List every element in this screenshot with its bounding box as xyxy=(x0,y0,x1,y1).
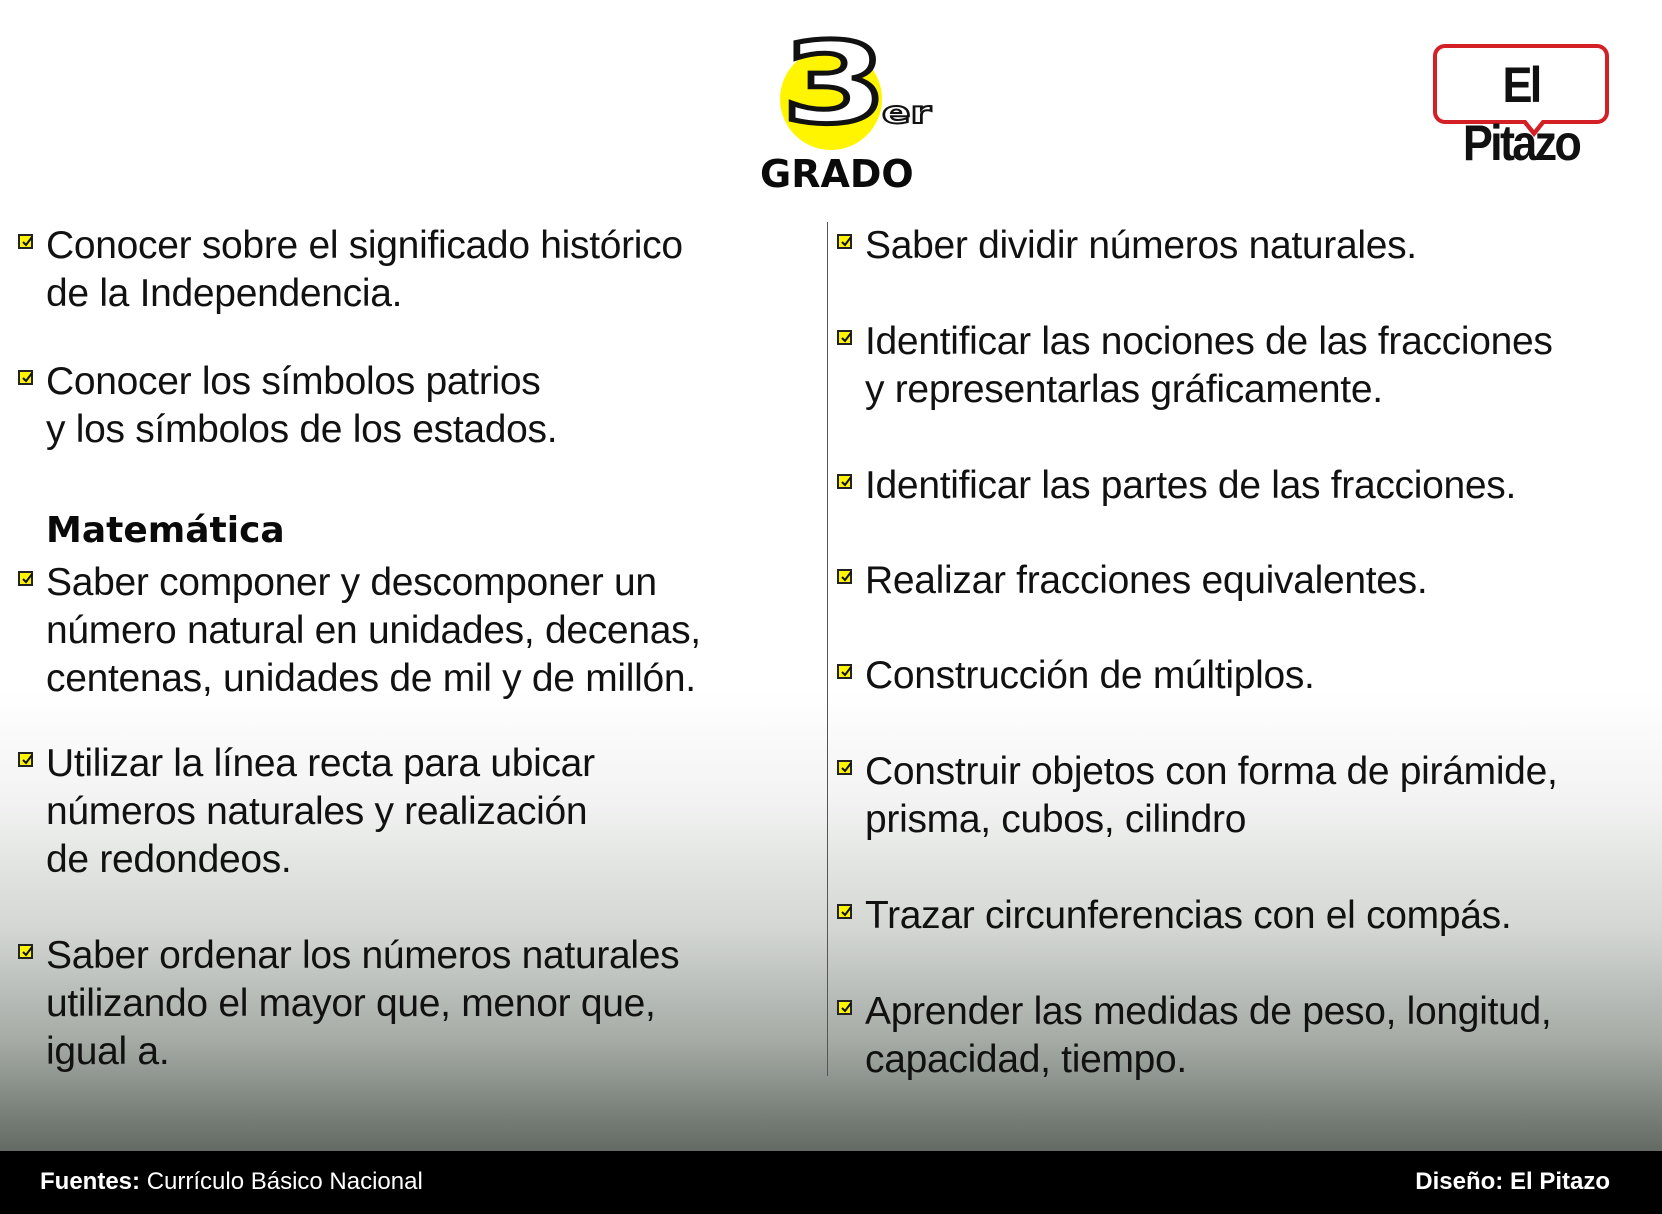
checked-box-icon xyxy=(837,664,852,679)
sources-label: Fuentes: xyxy=(40,1168,141,1195)
list-item-text: Utilizar la línea recta para ubicar números naturales y realización de redondeos. xyxy=(46,742,595,881)
list-item-text: Construcción de múltiplos. xyxy=(865,654,1315,697)
list-item-text: Saber dividir números naturales. xyxy=(865,224,1417,267)
sources-value: Currículo Básico Nacional xyxy=(146,1168,423,1195)
checked-box-icon xyxy=(837,904,852,919)
list-item-text: Realizar fracciones equivalentes. xyxy=(865,559,1428,602)
footer-bar xyxy=(0,1151,1662,1214)
logo-text: El Pitazo xyxy=(1462,57,1580,171)
list-item-text: Saber componer y descomponer un número natural en unidades, decenas, centenas, unidades de mil y de millón. xyxy=(46,561,701,700)
checked-box-icon xyxy=(837,474,852,489)
checked-box-icon xyxy=(837,1000,852,1015)
list-item-text: Trazar circunferencias con el compás. xyxy=(865,894,1512,937)
list-item-text: Conocer los símbolos patrios y los símbolos de los estados. xyxy=(46,360,558,451)
list-item xyxy=(837,988,1551,1084)
checked-box-icon xyxy=(837,330,852,345)
section-heading: Matemática xyxy=(46,510,285,551)
list-item xyxy=(837,462,1516,510)
column-divider xyxy=(827,222,828,1076)
list-item xyxy=(837,748,1558,844)
el-pitazo-logo xyxy=(1433,44,1609,171)
footer-sources xyxy=(40,1168,423,1196)
grade-badge xyxy=(760,19,980,202)
grade-word: GRADO xyxy=(760,152,914,196)
list-item xyxy=(837,222,1417,270)
list-item-text: Identificar las nociones de las fracciones y representarlas gráficamente. xyxy=(865,320,1553,411)
checked-box-icon xyxy=(18,571,33,586)
list-item xyxy=(18,559,701,703)
list-item-text: Aprender las medidas de peso, longitud, capacidad, tiempo. xyxy=(865,990,1552,1081)
design-label: Diseño: xyxy=(1415,1168,1504,1195)
list-item xyxy=(837,652,1315,700)
grade-suffix: er xyxy=(882,96,932,131)
logo-speech-tail-inner xyxy=(1526,120,1542,130)
grade-number: 3 xyxy=(782,19,885,149)
checked-box-icon xyxy=(18,370,33,385)
list-item-text: Saber ordenar los números naturales utilizando el mayor que, menor que, igual a. xyxy=(46,934,680,1073)
list-item-text: Conocer sobre el significado histórico de la Independencia. xyxy=(46,224,683,315)
checked-box-icon xyxy=(837,760,852,775)
footer-design xyxy=(1415,1168,1610,1196)
checked-box-icon xyxy=(18,752,33,767)
list-item-text: Construir objetos con forma de pirámide, prisma, cubos, cilindro xyxy=(865,750,1558,841)
list-item xyxy=(837,557,1427,605)
checked-box-icon xyxy=(837,234,852,249)
checked-box-icon xyxy=(18,944,33,959)
list-item xyxy=(18,358,557,454)
design-value: El Pitazo xyxy=(1509,1168,1610,1195)
list-item xyxy=(18,932,679,1076)
list-item xyxy=(18,222,683,318)
list-item-text: Identificar las partes de las fracciones. xyxy=(865,464,1517,507)
checked-box-icon xyxy=(18,234,33,249)
list-item xyxy=(837,318,1553,414)
checked-box-icon xyxy=(837,569,852,584)
list-item xyxy=(18,740,595,884)
list-item xyxy=(837,892,1511,940)
